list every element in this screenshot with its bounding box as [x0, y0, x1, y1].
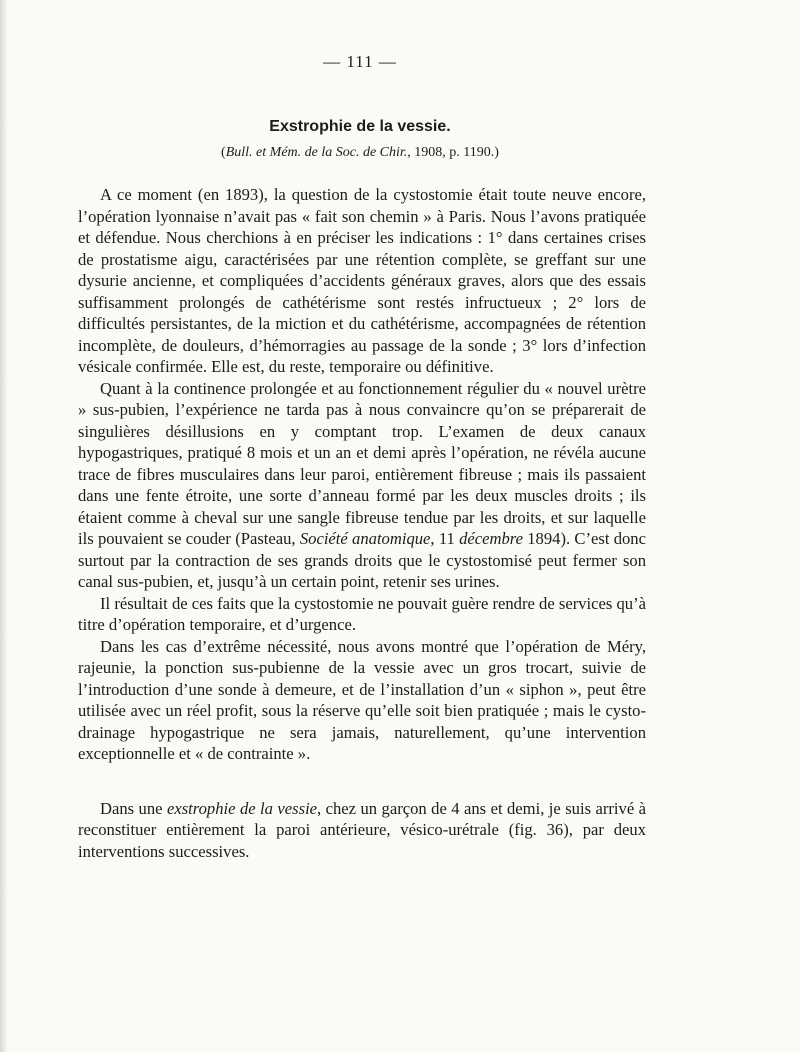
paragraph-2-text-a: Quant à la continence prolongée et au fonctionnement régulier du « nouvel urètre » sus-pubien, l’expérience ne tarda pas à nous convaincre qu’on se préparerait de singulières désillusions en y comptant trop. L’examen de deux canaux hypogastriques, pratiqué 8 mois et un an et demi après l’opération, ne révéla aucune trace de fibres musculaires dans leur paroi, entièrement fibreuse ; mais ils passaient dans une fente étroite, une sorte d’anneau formé par les deux muscles droits ; ils étaient comme à cheval sur une sangle fibreuse tendue par les droits, et sur laquelle ils pouvaient se couder (Pasteau, [78, 378, 646, 548]
paragraph-2-sep: , 11 [430, 529, 460, 548]
section-title: Exstrophie de la vessie. [269, 118, 451, 135]
paragraph-5-text-a: Dans une [100, 798, 167, 818]
journal-date-month: décembre [459, 529, 523, 548]
citation-open: ( [221, 145, 226, 160]
paragraph-1: A ce moment (en 1893), la question de la cystostomie était toute neuve encore, l’opération lyonnaise n’avait pas « fait son chemin » à Paris. Nous l’avons pratiquée et défendue. Nous cherchions à en préciser les indications : 1° dans certaines crises de prostatisme aigu, caractérisées par une rétention complète, se greffant sur une dysurie ancienne, et compliquées d’accidents généraux graves, alors que des essais suffisamment prolongés de cathétérisme sont restés infructueux ; 2° lors de difficultés persistantes, de la miction et du cathétérisme, accompagnées de rétention incomplète, de douleurs, d’hémorragies au passage de la sonde ; 3° lors d’infection vésicale confirmée. Elle est, du reste, temporaire ou définitive. [78, 185, 646, 376]
paragraph-2 [78, 378, 646, 593]
citation-rest: , 1908, p. 1190.) [407, 145, 499, 160]
journal-name: Société anatomique [299, 529, 431, 548]
paragraph-2-text-b: 1894). C’est donc surtout par la contraction de ses grands droits que le cystostomisé peut fermer son canal sus-pubien, et, jusqu’à un certain point, retenir ses urines. [78, 529, 646, 591]
emphasis-exstrophie: exstrophie de la vessie [166, 798, 318, 818]
paragraph-4: Dans les cas d’extrême nécessité, nous avons montré que l’opération de Méry, rajeunie, la ponction sus-pubienne de la vessie avec un gros trocart, suivie de l’introduction d’une sonde à demeure, et de l’installation d’un « siphon », peut être utilisée avec un réel profit, sous la réserve qu’elle soit bien pratiquée ; mais le cysto-drainage hypogastrique ne sera jamais, naturellement, qu’une intervention exceptionnelle et « de contrainte ». [78, 636, 646, 763]
citation [0, 145, 720, 161]
page-number: — 111 — [323, 52, 397, 71]
paragraph-3: Il résultait de ces faits que la cystostomie ne pouvait guère rendre de services qu’à titre d’opération temporaire, et d’urgence. [78, 593, 646, 634]
citation-source: Bull. et Mém. de la Soc. de Chir. [225, 145, 408, 160]
body-text [78, 184, 646, 862]
paragraph-5 [78, 798, 646, 863]
paragraph-5-text-b: , chez un garçon de 4 ans et demi, je suis arrivé à reconstituer entièrement la paroi antérieure, vésico-urétrale (fig. 36), par deux interventions successives. [78, 798, 647, 861]
